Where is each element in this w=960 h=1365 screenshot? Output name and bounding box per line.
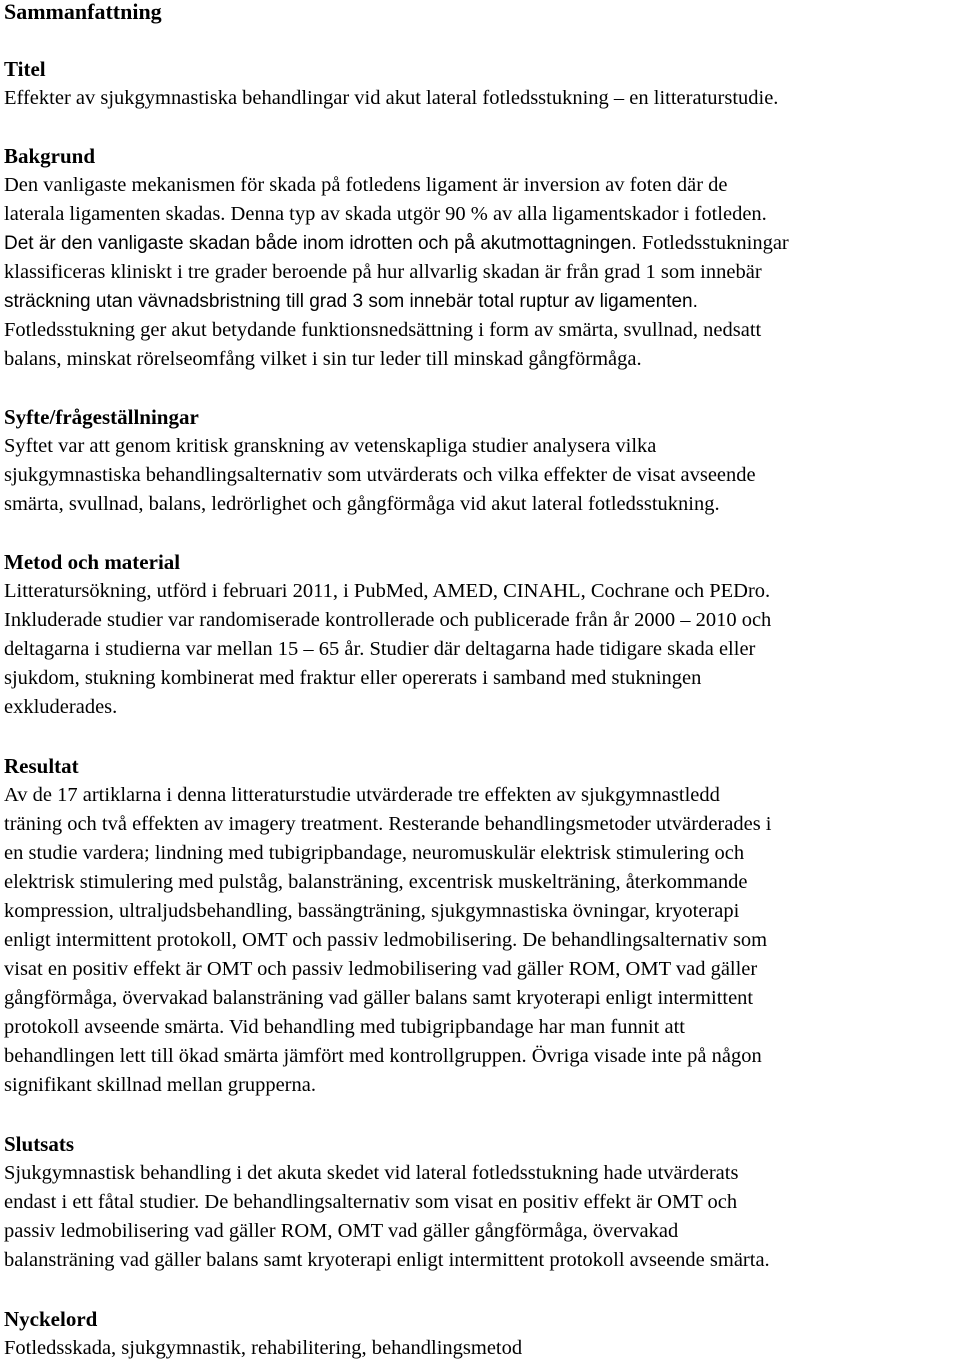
section-heading-titel: Titel xyxy=(4,57,46,81)
text-line: visat en positiv effekt är OMT och passiv ledmobilisering vad gäller ROM, OMT vad gäller xyxy=(4,958,758,980)
text-line: passiv ledmobilisering vad gäller ROM, OMT vad gäller gångförmåga, övervakad xyxy=(4,1220,679,1242)
section-heading-slutsats: Slutsats xyxy=(4,1132,75,1156)
section-text-nyckelord xyxy=(4,1334,956,1363)
text-line: Syftet var att genom kritisk granskning av vetenskapliga studier analysera vilka xyxy=(4,435,657,457)
text-line: protokoll avseende smärta. Vid behandling med tubigripbandage har man funnit att xyxy=(4,1016,685,1038)
text-line: Effekter av sjukgymnastiska behandlingar vid akut lateral fotledsstukning – en litteraturstudie. xyxy=(4,87,779,109)
section-heading-metod: Metod och material xyxy=(4,550,181,574)
text-line: Av de 17 artiklarna i denna litteraturstudie utvärderade tre effekten av sjukgymnastledd xyxy=(4,784,720,806)
section-heading-bakgrund: Bakgrund xyxy=(4,144,96,168)
section-resultat xyxy=(4,752,956,1100)
text-line: smärta, svullnad, balans, ledrörlighet och gångförmåga vid akut lateral fotledsstukning. xyxy=(4,493,720,515)
section-text-resultat xyxy=(4,781,956,1100)
text-line: deltagarna i studierna var mellan 15 – 65 år. Studier där deltagarna hade tidigare skada eller xyxy=(4,638,756,660)
text-line: kompression, ultraljudsbehandling, bassängträning, sjukgymnastiska övningar, kryoterapi xyxy=(4,900,740,922)
section-heading-syfte: Syfte/frågeställningar xyxy=(4,405,199,429)
text-line: en studie vardera; lindning med tubigripbandage, neuromuskulär elektrisk stimulering och xyxy=(4,842,745,864)
text-line: signifikant skillnad mellan grupperna. xyxy=(4,1074,316,1096)
text-line: Inkluderade studier var randomiserade kontrollerade och publicerade från år 2000 – 2010 och xyxy=(4,609,772,631)
text-line: exkluderades. xyxy=(4,696,118,718)
text-line: träning och två effekten av imagery treatment. Resterande behandlingsmetoder utvärderades i xyxy=(4,813,772,835)
text-line: Litteratursökning, utförd i februari 2011, i PubMed, AMED, CINAHL, Cochrane och PEDro. xyxy=(4,580,771,602)
section-text-slutsats xyxy=(4,1159,956,1275)
text-line: Fotledsstukning ger akut betydande funktionsnedsättning i form av smärta, svullnad, nedsatt xyxy=(4,319,762,341)
section-text-syfte xyxy=(4,432,956,519)
section-nyckelord xyxy=(4,1305,956,1363)
section-heading-nyckelord: Nyckelord xyxy=(4,1307,98,1331)
text-line: Sjukgymnastisk behandling i det akuta skedet vid lateral fotledsstukning hade utvärderats xyxy=(4,1162,739,1184)
text-segment: Fotledsstukningar xyxy=(636,232,789,254)
section-text-titel xyxy=(4,84,956,113)
text-line: endast i ett fåtal studier. De behandlingsalternativ som visat en positiv effekt är OMT och xyxy=(4,1191,738,1213)
text-line: elektrisk stimulering med pulståg, balansträning, excentrisk muskelträning, återkommande xyxy=(4,871,748,893)
text-line: sjukdom, stukning kombinerat med fraktur eller opererats i samband med stukningen xyxy=(4,667,702,689)
section-text-bakgrund xyxy=(4,171,956,374)
document-page xyxy=(4,0,956,1359)
text-line: klassificeras kliniskt i tre grader beroende på hur allvarlig skadan är från grad 1 som innebär xyxy=(4,261,762,283)
text-line: Den vanligaste mekanismen för skada på fotledens ligament är inversion av foten där de xyxy=(4,174,728,196)
text-line: sjukgymnastiska behandlingsalternativ som utvärderats och vilka effekter de visat avseende xyxy=(4,464,756,486)
page-title: Sammanfattning xyxy=(4,0,162,24)
text-segment-sans: Det är den vanligaste skadan både inom idrotten och på akutmottagningen. xyxy=(4,233,637,254)
text-line: balansträning vad gäller balans samt kryoterapi enligt intermittent protokoll avseende smärta. xyxy=(4,1249,770,1271)
text-line xyxy=(4,229,956,258)
text-line: behandlingen lett till ökad smärta jämfört med kontrollgruppen. Övriga visade inte på någon xyxy=(4,1045,762,1067)
section-syfte xyxy=(4,403,956,519)
text-line: sträckning utan vävnadsbristning till grad 3 som innebär total ruptur av ligamenten. xyxy=(4,291,698,312)
section-text-metod xyxy=(4,577,956,722)
section-heading-resultat: Resultat xyxy=(4,754,79,778)
section-metod xyxy=(4,548,956,722)
section-titel xyxy=(4,55,956,113)
text-line: enligt intermittent protokoll, OMT och passiv ledmobilisering. De behandlingsalternativ som xyxy=(4,929,768,951)
section-bakgrund xyxy=(4,142,956,374)
text-line: laterala ligamenten skadas. Denna typ av skada utgör 90 % av alla ligamentskador i fotleden. xyxy=(4,203,767,225)
text-line: Fotledsskada, sjukgymnastik, rehabilitering, behandlingsmetod xyxy=(4,1337,523,1359)
text-line: gångförmåga, övervakad balansträning vad gäller balans samt kryoterapi enligt intermittent xyxy=(4,987,754,1009)
text-line: balans, minskat rörelseomfång vilket i sin tur leder till minskad gångförmåga. xyxy=(4,348,642,370)
section-slutsats xyxy=(4,1130,956,1275)
